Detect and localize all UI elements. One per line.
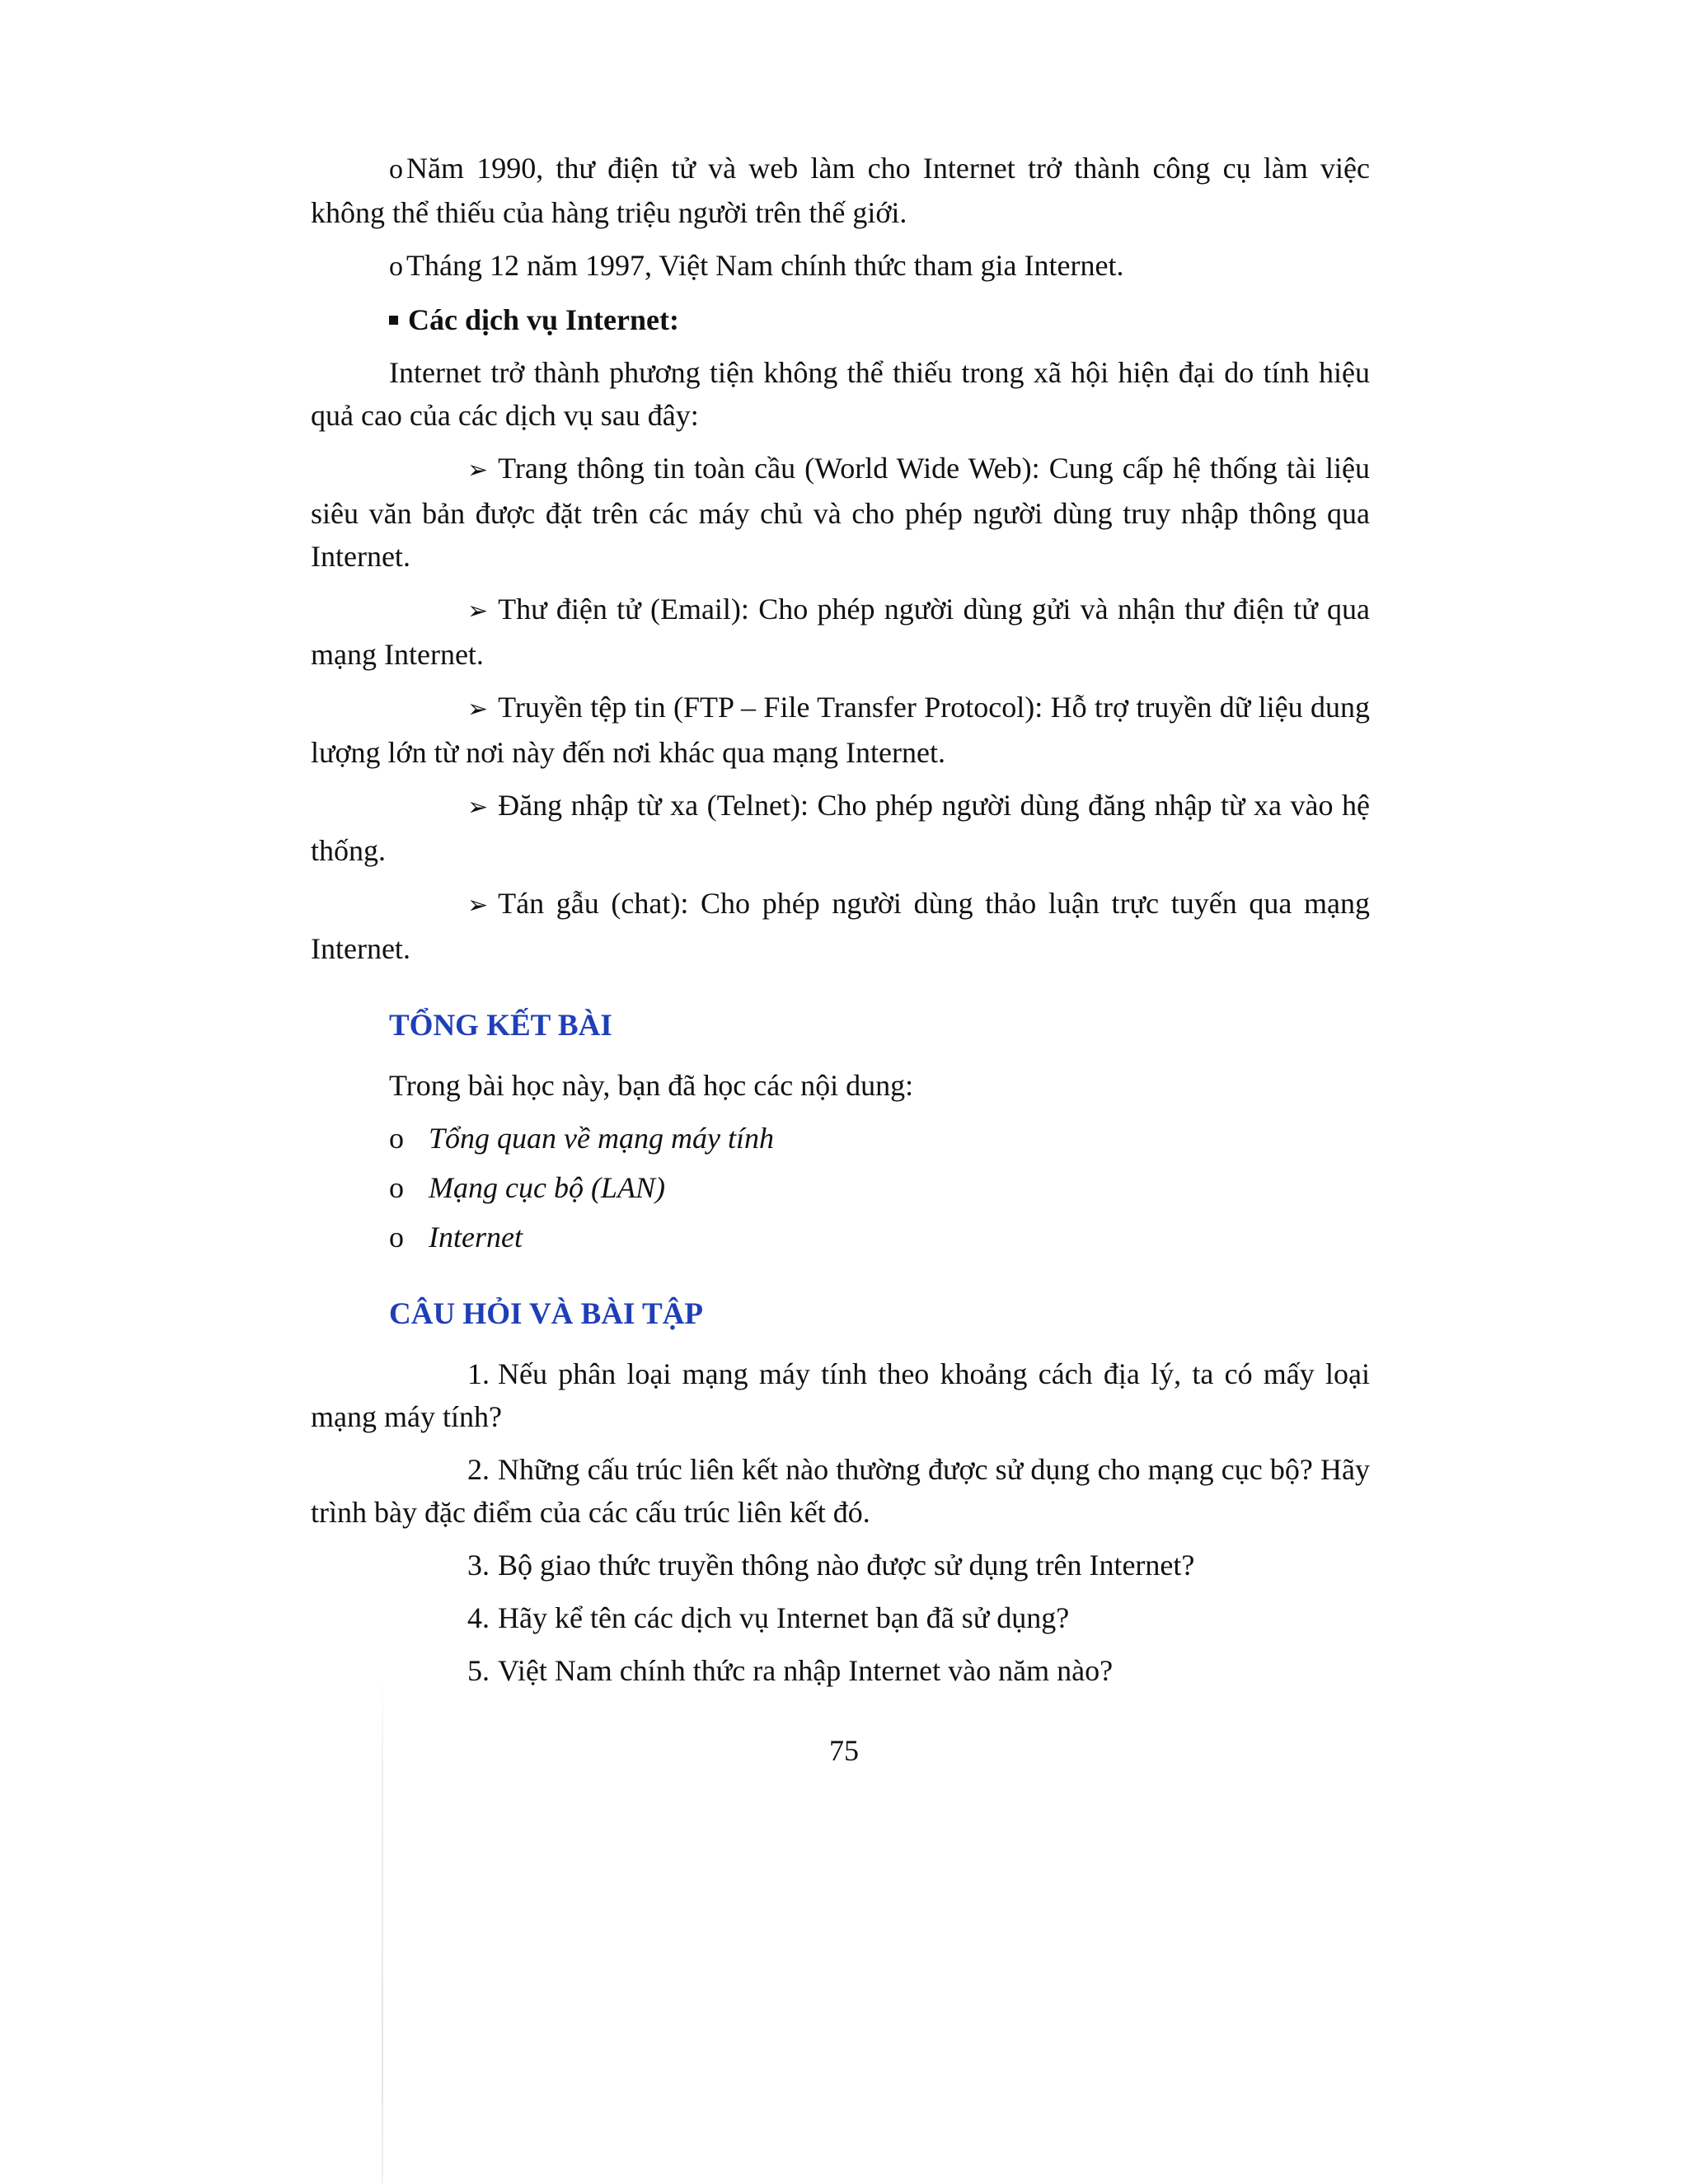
summary-title: TỔNG KẾT BÀI [389, 1009, 612, 1043]
question-item [311, 1544, 1370, 1586]
services-heading-text: Các dịch vụ Internet: [408, 303, 679, 336]
arrow-bullet-icon: ➢ [467, 793, 489, 822]
summary-intro: Trong bài học này, bạn đã học các nội dung: [389, 1069, 914, 1102]
question-item [311, 1352, 1370, 1438]
square-bullet-icon [389, 316, 398, 325]
arrow-bullet-icon: ➢ [467, 597, 489, 626]
service-item-telnet [311, 784, 1370, 872]
summary-item-text: Tổng quan về mạng máy tính [429, 1122, 774, 1155]
circle-bullet-icon: o [389, 1122, 404, 1155]
arrow-bullet-icon: ➢ [467, 695, 489, 724]
summary-item [311, 1166, 1370, 1209]
summary-item [311, 1216, 1370, 1258]
question-number: 4. [467, 1601, 490, 1634]
circle-bullet-icon: o [389, 1221, 404, 1254]
questions-title: CÂU HỎI VÀ BÀI TẬP [389, 1297, 704, 1331]
question-text: Bộ giao thức truyền thông nào được sử dụng trên Internet? [498, 1549, 1195, 1582]
service-item-text: Trang thông tin toàn cầu (World Wide Web): Cung cấp hệ thống tài liệu siêu văn bản được đặt trên các máy chủ và cho phép người dùng truy nhập thông qua Internet. [311, 452, 1370, 573]
question-text: Việt Nam chính thức ra nhập Internet vào năm nào? [498, 1654, 1114, 1687]
question-item [311, 1596, 1370, 1639]
question-text: Những cấu trúc liên kết nào thường được sử dụng cho mạng cục bộ? Hãy trình bày đặc điểm của các cấu trúc liên kết đó. [311, 1453, 1370, 1529]
summary-item-text: Internet [429, 1221, 523, 1254]
service-item-www [311, 447, 1370, 578]
arrow-bullet-icon: ➢ [467, 456, 489, 485]
page-number: 75 [829, 1734, 859, 1767]
question-text: Nếu phân loại mạng máy tính theo khoảng cách địa lý, ta có mấy loại mạng máy tính? [311, 1357, 1370, 1433]
services-intro: Internet trở thành phương tiện không thể thiếu trong xã hội hiện đại do tính hiệu quả cao của các dịch vụ sau đây: [311, 356, 1370, 432]
question-item [311, 1448, 1370, 1534]
question-item [311, 1649, 1370, 1692]
service-item-text: Tán gẫu (chat): Cho phép người dùng thảo luận trực tuyến qua mạng Internet. [311, 887, 1370, 965]
services-heading [311, 298, 1370, 341]
history-paragraph-1997: o Tháng 12 năm 1997, Việt Nam chính thức tham gia Internet. [311, 244, 1370, 288]
question-number: 3. [467, 1549, 490, 1582]
question-text: Hãy kể tên các dịch vụ Internet bạn đã sử dụng? [498, 1601, 1070, 1634]
question-number: 2. [467, 1453, 490, 1486]
service-item-text: Đăng nhập từ xa (Telnet): Cho phép người dùng đăng nhập từ xa vào hệ thống. [311, 789, 1370, 867]
summary-item [311, 1117, 1370, 1160]
service-item-chat [311, 882, 1370, 970]
circle-bullet-icon: o [389, 1171, 404, 1204]
service-item-text: Truyền tệp tin (FTP – File Transfer Protocol): Hỗ trợ truyền dữ liệu dung lượng lớn từ nơi này đến nơi khác qua mạng Internet. [311, 691, 1370, 769]
summary-item-text: Mạng cục bộ (LAN) [429, 1171, 665, 1204]
arrow-bullet-icon: ➢ [467, 891, 489, 920]
service-item-text: Thư điện tử (Email): Cho phép người dùng gửi và nhận thư điện tử qua mạng Internet. [311, 593, 1370, 671]
page-content [311, 147, 1370, 1702]
history-paragraph-1990: o Năm 1990, thư điện tử và web làm cho Internet trở thành công cụ làm việc không thể thiếu của hàng triệu người trên thế giới. [311, 147, 1370, 234]
service-item-email [311, 588, 1370, 676]
question-number: 1. [467, 1357, 490, 1390]
service-item-ftp [311, 686, 1370, 774]
question-number: 5. [467, 1654, 490, 1687]
